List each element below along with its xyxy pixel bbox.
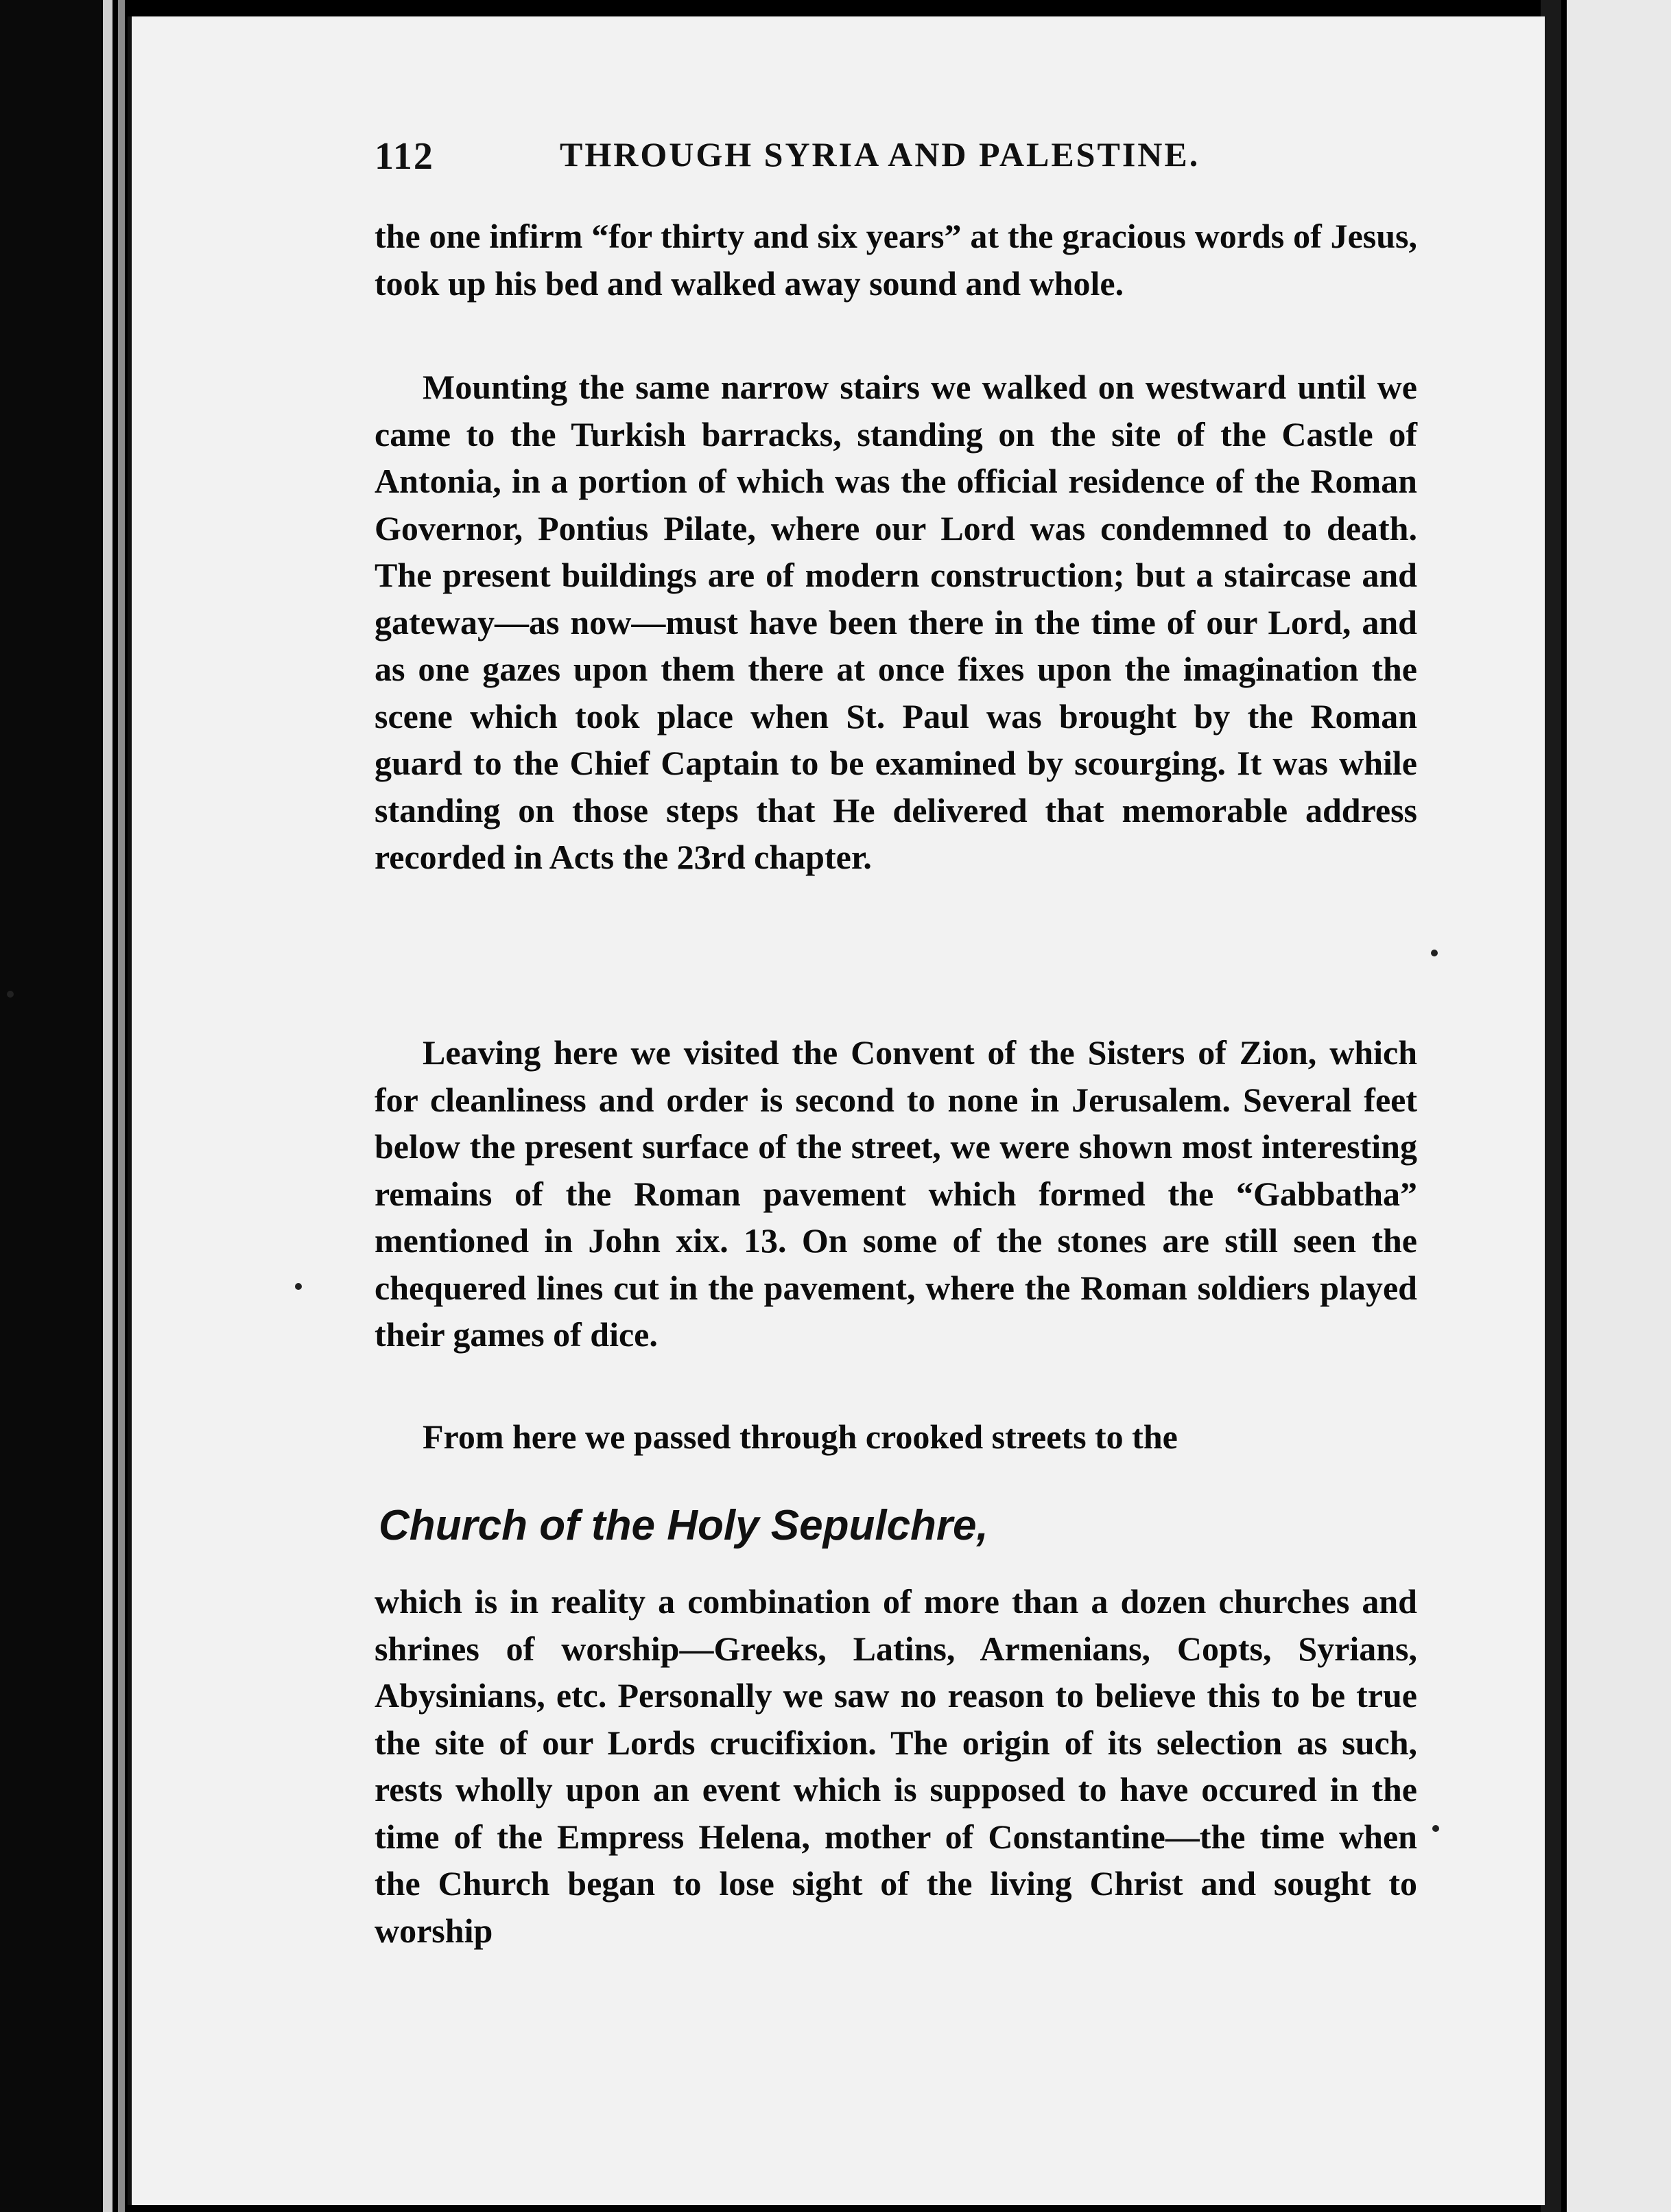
page-number: 112	[375, 135, 434, 178]
print-speck	[7, 991, 14, 998]
section-heading: Church of the Holy Sepulchre,	[379, 1502, 988, 1549]
paragraph-continuation	[375, 213, 1417, 307]
paragraph-sepulchre	[375, 1578, 1417, 1954]
paragraph-passed	[375, 1413, 1417, 1461]
paragraph-text: Leaving here we visited the Convent of the Sisters of Zion, which for cleanliness and order is second to none in Jerusalem. Several feet below the present surface of the street, we were shown most interesting remains of the Roman pavement which formed the “Gabbatha” mentioned in John xix. 13. On some of the stones are still seen the chequered lines cut in the pavement, where the Roman soldiers played their games of dice.	[375, 1033, 1417, 1354]
paragraph-text: Mounting the same narrow stairs we walked on westward until we came to the Turkish barracks, standing on the site of the Castle of Antonia, in a portion of which was the official residence of the Roman Governor, Pontius Pilate, where our Lord was condemned to death. The present buildings are of modern construction; but a staircase and gateway—as now—must have been there in the time of our Lord, and as one gazes upon them there at once fixes upon the imagination the scene which took place when St. Paul was brought by the Roman guard to the Chief Captain to be examined by scourging. It was while standing on those steps that He delivered that memorable address recorded in Acts the 23rd chapter.	[375, 368, 1417, 876]
paragraph-text: From here we passed through crooked streets to the	[423, 1417, 1178, 1456]
print-speck	[295, 1283, 302, 1290]
print-speck	[1431, 950, 1438, 956]
book-edge-strip	[103, 0, 112, 2212]
book-edge-strip	[118, 0, 125, 2212]
paragraph-text: the one infirm “for thirty and six years” at the gracious words of Jesus, took up his bed and walked away sound and whole.	[375, 217, 1417, 303]
paragraph-zion	[375, 1029, 1417, 1358]
running-head: THROUGH SYRIA AND PALESTINE.	[560, 135, 1200, 174]
paragraph-antonia	[375, 364, 1417, 881]
book-edge-left	[0, 0, 102, 2212]
paragraph-text: which is in reality a combination of more than a dozen churches and shrines of worship—Greeks, Latins, Armenians, Copts, Syrians, Abysinians, etc. Personally we saw no reason to believe this to be true the site of our Lords crucifixion. The origin of its selection as such, rests wholly upon an event which is supposed to have occured in the time of the Empress Helena, mother of Constantine—the time when the Church began to lose sight of the living Christ and sought to worship	[375, 1582, 1417, 1950]
page-header	[375, 134, 1417, 196]
adjacent-page	[1564, 0, 1671, 2212]
print-speck	[1432, 1825, 1439, 1832]
